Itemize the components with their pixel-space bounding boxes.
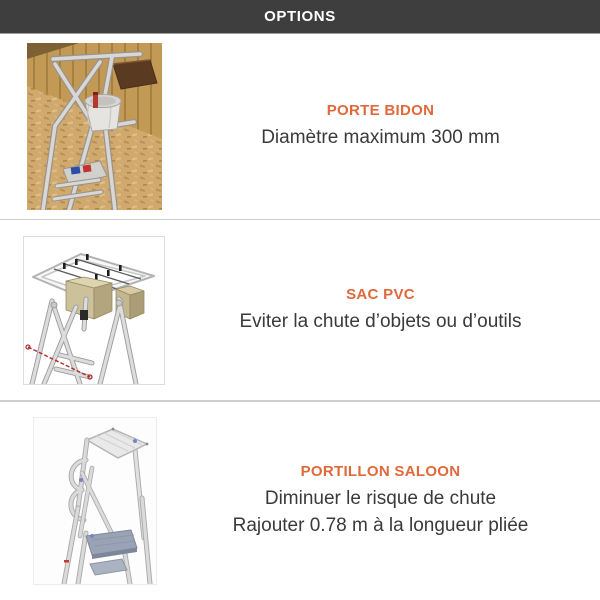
sac-pvc-title: SAC PVC — [346, 285, 415, 303]
portillon-saloon-title: PORTILLON SALOON — [300, 463, 461, 480]
options-header-title: OPTIONS — [264, 8, 336, 25]
ladder-with-bucket-holder-image — [27, 43, 162, 210]
portillon-saloon-desc-line2: Rajouter 0.78 m à la longueur pliée — [232, 515, 529, 536]
step-ladder-saloon-gate-image — [33, 417, 157, 585]
sac-pvc-photo — [0, 236, 165, 385]
porte-bidon-title: PORTE BIDON — [326, 102, 435, 119]
sac-pvc-desc: Eviter la chute d’objets ou d’outils — [239, 310, 522, 332]
options-header-bar — [0, 0, 600, 34]
porte-bidon-photo — [0, 43, 165, 210]
option-row-sac-pvc — [0, 220, 600, 400]
portillon-saloon-photo — [0, 417, 165, 585]
option-row-portillon-saloon — [0, 402, 600, 600]
porte-bidon-text — [165, 102, 600, 151]
option-row-porte-bidon — [0, 34, 600, 219]
sac-pvc-text — [165, 286, 600, 335]
porte-bidon-desc: Diamètre maximum 300 mm — [261, 127, 500, 148]
platform-with-pvc-bag-image — [23, 236, 165, 385]
portillon-saloon-desc-line1: Diminuer le risque de chute — [264, 488, 497, 509]
portillon-saloon-text — [165, 463, 600, 539]
